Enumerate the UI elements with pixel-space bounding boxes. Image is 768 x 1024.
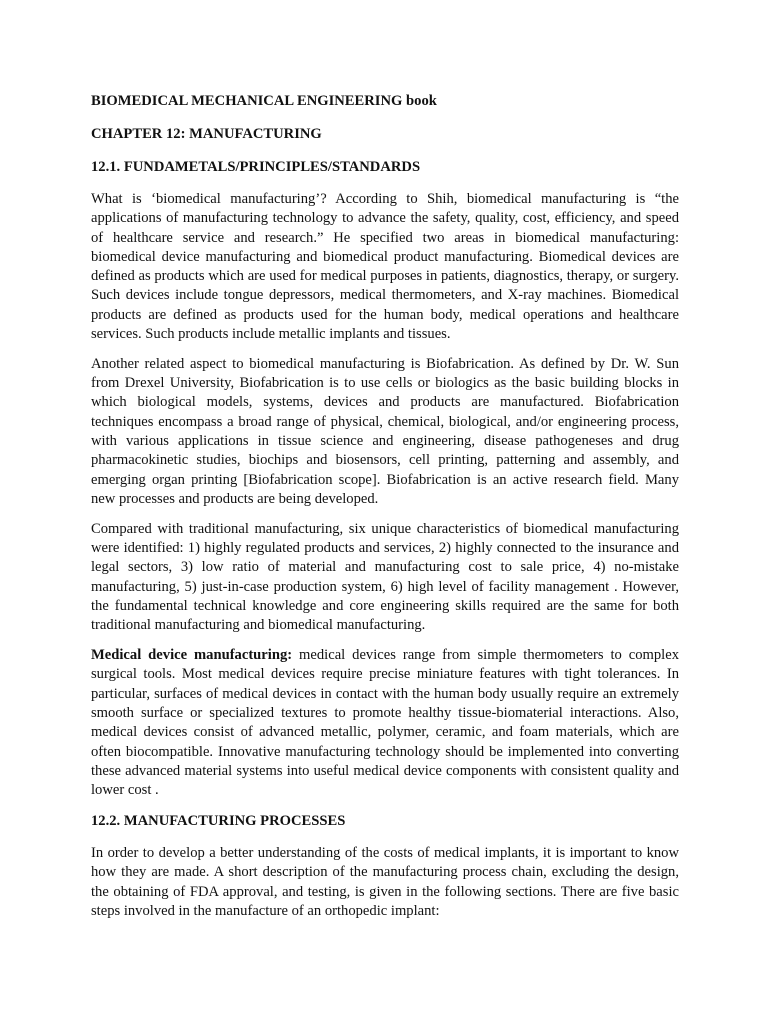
chapter-title: CHAPTER 12: MANUFACTURING: [91, 126, 322, 142]
section-heading-processes: 12.2. MANUFACTURING PROCESSES: [91, 812, 346, 829]
medical-device-text: medical devices range from simple thermometers to complex surgical tools. Most medical devices require precise miniature features with tight tolerances. In particular, surfaces of medical devices in contact with the human body usually require an extremely smooth surface or specialized textures to promote healthy tissue-biomaterial interactions. Also, medical devices consist of advanced metallic, polymer, ceramic, and foam materials, which are often biocompatible. Innovative manufacturing technology should be implemented into converting these advanced material systems into useful medical device components with consistent quality and lower cost .: [91, 647, 679, 799]
paragraph-medical-device-manufacturing: [91, 646, 679, 800]
medical-device-lead: Medical device manufacturing:: [91, 647, 293, 664]
document-page: [91, 91, 679, 932]
paragraph-characteristics: Compared with traditional manufacturing, six unique characteristics of biomedical manufacturing were identified: 1) highly regulated products and services, 2) highly connected to the insurance and legal sectors, 3) low ratio of material and manufacturing cost to sale price, 4) no-mistake manufacturing, 5) just-in-case production system, 6) high level of facility management . However, the fundamental technical knowledge and core engineering skills required are the same for both traditional manufacturing and biomedical manufacturing.: [91, 520, 679, 634]
paragraph-manufacturing-processes: In order to develop a better understanding of the costs of medical implants, it is important to know how they are made. A short description of the manufacturing process chain, excluding the design, the obtaining of FDA approval, and testing, is given in the following sections. There are five basic steps involved in the manufacture of an orthopedic implant:: [91, 844, 679, 919]
section-heading-fundamentals: 12.1. FUNDAMETALS/PRINCIPLES/STANDARDS: [91, 159, 421, 175]
paragraph-biomedical-manufacturing: What is ‘biomedical manufacturing’? According to Shih, biomedical manufacturing is “the applications of manufacturing technology to advance the safety, quality, cost, efficiency, and speed of healthcare service and research.” He specified two areas in biomedical manufacturing: biomedical device manufacturing and biomedical product manufacturing. Biomedical devices are defined as products which are used for medical purposes in patients, diagnostics, therapy, or surgery. Such devices include tongue depressors, medical thermometers, and X-ray machines. Biomedical products are defined as products used for the human body, medical operations and healthcare services. Such products include metallic implants and tissues.: [91, 191, 679, 343]
book-title: BIOMEDICAL MECHANICAL ENGINEERING book: [91, 93, 437, 109]
paragraph-biofabrication: Another related aspect to biomedical manufacturing is Biofabrication. As defined by Dr. W. Sun from Drexel University, Biofabrication is to use cells or biologics as the basic building blocks in which biological models, systems, devices and products are manufactured. Biofabrication techniques encompass a broad range of physical, chemical, biological, and/or engineering process, with various applications in tissue science and engineering, disease pathogeneses and drug pharmacokinetic studies, biochips and biosensors, cell printing, patterning and assembly, and emerging organ printing [Biofabrication scope]. Biofabrication is an active research field. Many new processes and products are being developed.: [91, 355, 679, 507]
